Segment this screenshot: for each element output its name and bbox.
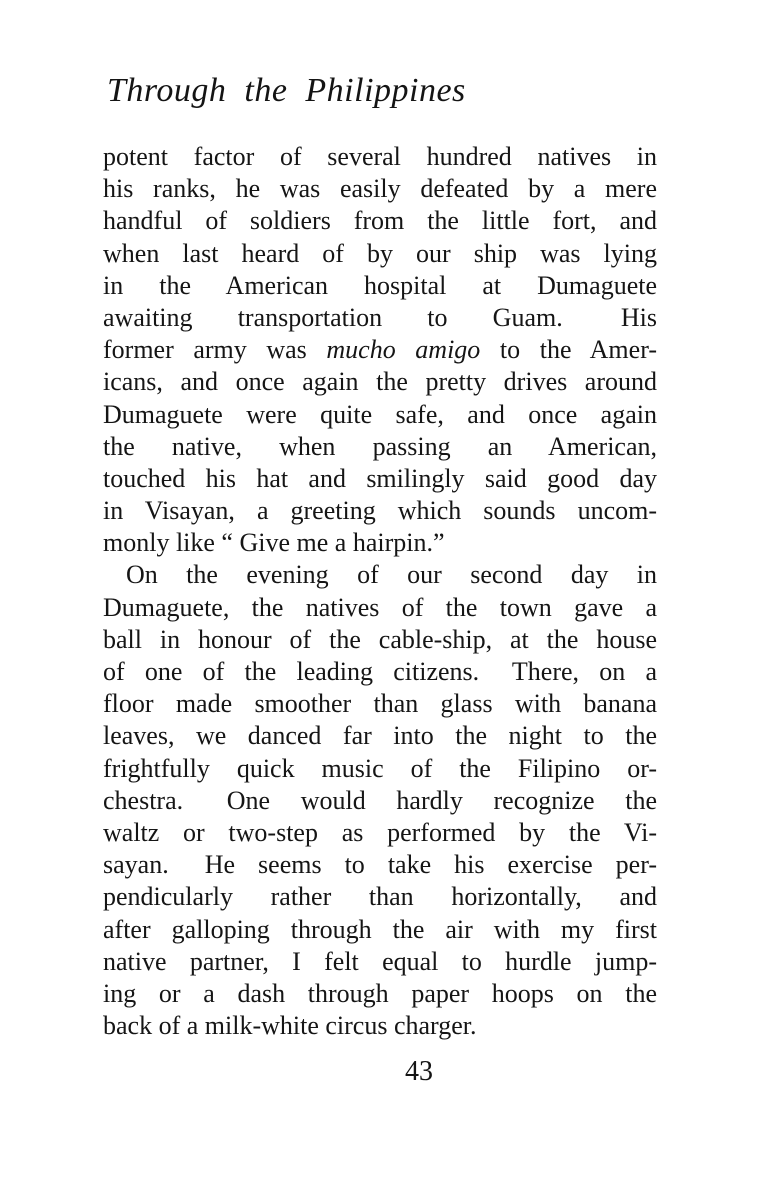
text-segment: after galloping through the air with my first <box>103 914 657 944</box>
italic-text: mucho amigo <box>326 335 481 365</box>
running-header: Through the Philippines <box>107 72 466 109</box>
text-segment: waltz or two-step as performed by the Vi- <box>103 817 657 847</box>
text-line <box>103 559 657 591</box>
text-line <box>103 978 657 1010</box>
text-segment: pendicularly rather than horizontally, and <box>103 882 657 912</box>
text-line <box>103 688 657 720</box>
text-line <box>103 753 657 785</box>
text-segment: Dumaguete were quite safe, and once again <box>103 399 657 429</box>
text-segment: his ranks, he was easily defeated by a mere <box>103 174 657 204</box>
text-line <box>103 302 657 334</box>
text-line <box>103 366 657 398</box>
text-line <box>103 238 657 270</box>
text-segment: potent factor of several hundred natives in <box>103 142 657 171</box>
text-line <box>103 720 657 752</box>
page-number: 43 <box>405 1056 433 1087</box>
text-segment: native partner, I felt equal to hurdle jump- <box>103 946 657 976</box>
text-line <box>103 785 657 817</box>
text-segment: leaves, we danced far into the night to the <box>103 721 657 751</box>
text-line <box>103 527 657 559</box>
text-line <box>103 817 657 849</box>
text-segment: back of a milk-white circus charger. <box>103 1011 477 1041</box>
text-segment: of one of the leading citizens. There, on a <box>103 657 657 686</box>
text-line <box>103 881 657 913</box>
text-segment: icans, and once again the pretty drives around <box>103 367 657 397</box>
text-segment: On the evening of our second day in <box>126 560 657 590</box>
text-block <box>103 141 657 1042</box>
text-segment: Dumaguete, the natives of the town gave a <box>103 592 657 622</box>
text-line <box>103 141 657 173</box>
text-segment: ball in honour of the cable-ship, at the house <box>103 624 657 654</box>
text-segment: handful of soldiers from the little fort, and <box>103 206 657 236</box>
text-line <box>103 946 657 978</box>
text-line <box>103 399 657 431</box>
text-line <box>103 592 657 624</box>
text-segment: to the Amer- <box>480 335 657 365</box>
text-line <box>103 624 657 656</box>
text-segment: the native, when passing an American, <box>103 431 657 461</box>
text-segment: ing or a dash through paper hoops on the <box>103 978 657 1008</box>
text-line <box>103 173 657 205</box>
text-segment: awaiting transportation to Guam. His <box>103 302 657 332</box>
text-segment: monly like “ Give me a hairpin.” <box>103 528 445 558</box>
text-line <box>103 495 657 527</box>
text-line <box>103 431 657 463</box>
text-segment: chestra. One would hardly recognize the <box>103 785 657 815</box>
text-segment: sayan. He seems to take his exercise per- <box>103 850 657 880</box>
text-line <box>103 914 657 946</box>
text-line <box>103 205 657 237</box>
text-line <box>103 270 657 302</box>
text-segment: former army was <box>103 335 327 365</box>
text-line <box>103 1010 657 1042</box>
text-segment: floor made smoother than glass with banana <box>103 689 657 719</box>
text-segment: in Visayan, a greeting which sounds uncom- <box>103 496 657 526</box>
text-segment: in the American hospital at Dumaguete <box>103 270 657 300</box>
text-line <box>103 849 657 881</box>
text-line <box>103 463 657 495</box>
text-line <box>103 656 657 688</box>
text-segment: when last heard of by our ship was lying <box>103 238 657 268</box>
text-segment: touched his hat and smilingly said good day <box>103 463 657 493</box>
text-segment: frightfully quick music of the Filipino or- <box>103 753 657 783</box>
text-line <box>103 334 657 366</box>
